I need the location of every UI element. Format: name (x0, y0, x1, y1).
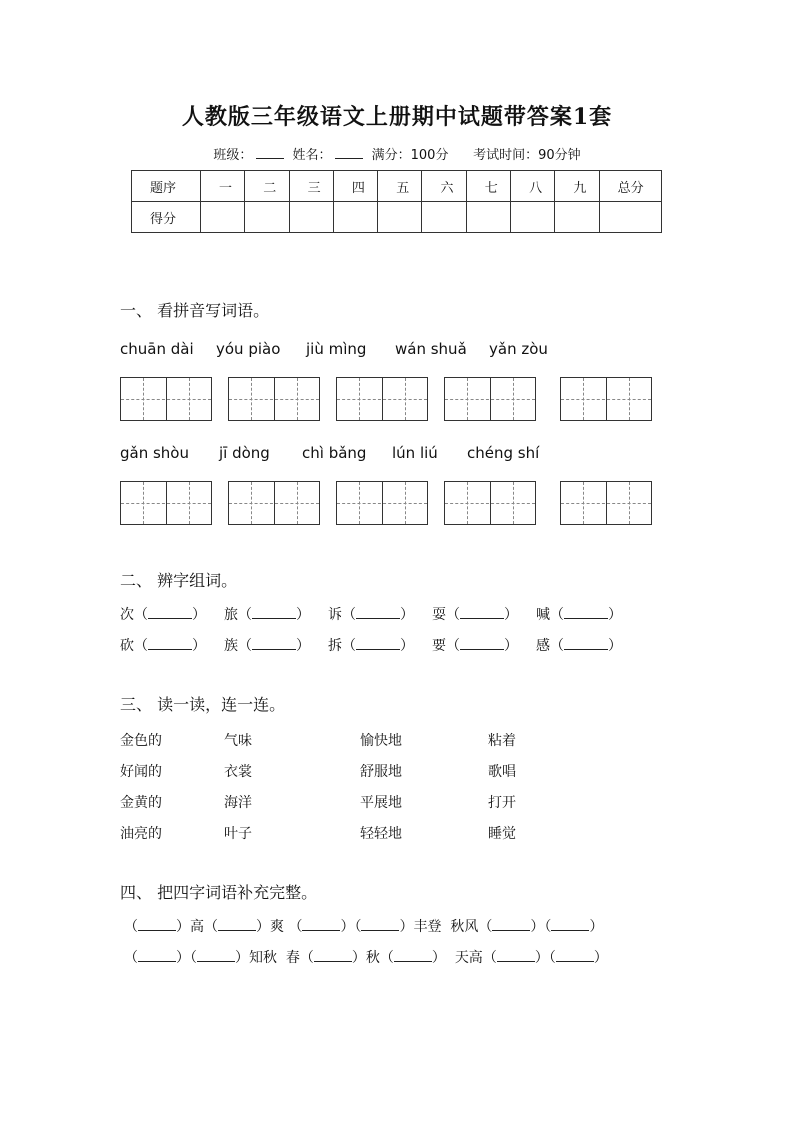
word-item: 次（ ） (120, 607, 206, 623)
match-item[interactable]: 海洋 (224, 795, 252, 811)
word-item: 感（ ） (536, 638, 622, 654)
class-label: 班级： (213, 148, 253, 163)
answer-blank[interactable] (356, 608, 400, 619)
writing-grid[interactable] (560, 377, 652, 421)
score-header-cell: 一 (201, 171, 245, 202)
score-header-cell: 九 (555, 171, 599, 202)
pinyin-item: wán shuǎ (395, 340, 467, 358)
match-item[interactable]: 金色的 (120, 733, 162, 749)
writing-grid[interactable] (228, 481, 320, 525)
score-table (131, 170, 662, 233)
answer-blank[interactable] (497, 951, 535, 962)
word-item: 砍（ ） (120, 638, 206, 654)
score-header-cell: 六 (422, 171, 466, 202)
match-item[interactable]: 愉快地 (360, 733, 402, 749)
score-cell[interactable] (466, 202, 510, 233)
answer-blank[interactable] (394, 951, 432, 962)
score-header-cell: 四 (333, 171, 377, 202)
section1-heading: 一、 看拼音写词语。 (120, 301, 270, 320)
section4-heading: 四、 把四字词语补充完整。 (120, 883, 318, 902)
score-header-cell: 二 (245, 171, 289, 202)
writing-grid[interactable] (120, 377, 212, 421)
answer-blank[interactable] (356, 639, 400, 650)
match-item[interactable]: 气味 (224, 733, 252, 749)
match-item[interactable]: 粘着 (488, 733, 516, 749)
page-title: 人教版三年级语文上册期中试题带答案1套 (181, 104, 613, 130)
name-label: 姓名： (292, 148, 332, 163)
score-header-cell: 题序 (132, 171, 201, 202)
writing-grid[interactable] (444, 377, 536, 421)
answer-blank[interactable] (218, 920, 256, 931)
score-table-header-row (132, 171, 662, 202)
answer-blank[interactable] (460, 639, 504, 650)
section2-heading: 二、 辨字组词。 (120, 571, 238, 590)
match-item[interactable]: 衣裳 (224, 764, 252, 780)
score-header-cell: 总分 (599, 171, 661, 202)
score-cell[interactable] (555, 202, 599, 233)
writing-grid[interactable] (560, 481, 652, 525)
exam-info (0, 144, 794, 163)
score-header-cell: 七 (466, 171, 510, 202)
match-item[interactable]: 歌唱 (488, 764, 516, 780)
word-item: 诉（ ） (328, 607, 414, 623)
exam-time: 考试时间：90分钟 (473, 148, 581, 163)
score-cell[interactable] (201, 202, 245, 233)
score-header-cell: 三 (289, 171, 333, 202)
answer-blank[interactable] (252, 639, 296, 650)
idiom-row: （ ）高（ ）爽 （ ）（ ）丰登 秋风（ ）（ ） (124, 919, 604, 935)
answer-blank[interactable] (197, 951, 235, 962)
pinyin-item: chì bǎng (302, 444, 367, 462)
match-item[interactable]: 舒服地 (360, 764, 402, 780)
score-cell[interactable] (333, 202, 377, 233)
name-blank[interactable] (335, 146, 363, 159)
class-blank[interactable] (256, 146, 284, 159)
pinyin-item: gǎn shòu (120, 444, 189, 462)
score-cell[interactable] (599, 202, 661, 233)
score-cell[interactable] (422, 202, 466, 233)
match-item[interactable]: 打开 (488, 795, 516, 811)
pinyin-item: yǎn zòu (489, 340, 548, 358)
writing-grid[interactable] (336, 377, 428, 421)
score-cell[interactable] (378, 202, 422, 233)
answer-blank[interactable] (148, 608, 192, 619)
pinyin-item: chéng shí (467, 444, 540, 462)
answer-blank[interactable] (314, 951, 352, 962)
pinyin-item: jiù mìng (306, 340, 367, 358)
match-item[interactable]: 轻轻地 (360, 826, 402, 842)
pinyin-item: jī dòng (219, 444, 270, 462)
writing-grid[interactable] (336, 481, 428, 525)
score-cell[interactable] (511, 202, 555, 233)
match-item[interactable]: 金黄的 (120, 795, 162, 811)
answer-blank[interactable] (556, 951, 594, 962)
score-cell[interactable] (245, 202, 289, 233)
word-item: 耍（ ） (432, 607, 518, 623)
answer-blank[interactable] (138, 951, 176, 962)
answer-blank[interactable] (492, 920, 530, 931)
score-cell[interactable] (289, 202, 333, 233)
match-item[interactable]: 睡觉 (488, 826, 516, 842)
answer-blank[interactable] (302, 920, 340, 931)
pinyin-item: lún liú (392, 444, 438, 462)
word-item: 族（ ） (224, 638, 310, 654)
match-item[interactable]: 平展地 (360, 795, 402, 811)
word-item: 喊（ ） (536, 607, 622, 623)
answer-blank[interactable] (564, 608, 608, 619)
answer-blank[interactable] (361, 920, 399, 931)
pinyin-item: chuān dài (120, 340, 194, 358)
score-header-cell: 八 (511, 171, 555, 202)
pinyin-item: yóu piào (216, 340, 281, 358)
word-item: 旅（ ） (224, 607, 310, 623)
section3-heading: 三、 读一读，连一连。 (120, 695, 286, 714)
answer-blank[interactable] (564, 639, 608, 650)
answer-blank[interactable] (148, 639, 192, 650)
answer-blank[interactable] (551, 920, 589, 931)
answer-blank[interactable] (252, 608, 296, 619)
score-table-score-row (132, 202, 662, 233)
word-item: 拆（ ） (328, 638, 414, 654)
writing-grid[interactable] (228, 377, 320, 421)
writing-grid[interactable] (444, 481, 536, 525)
idiom-row: （ ）（ ）知秋 春（ ）秋（ ） 天高（ ）（ ） (124, 950, 608, 966)
score-row-label: 得分 (132, 202, 201, 233)
match-item[interactable]: 叶子 (224, 826, 252, 842)
word-item: 要（ ） (432, 638, 518, 654)
full-score: 满分：100分 (371, 148, 449, 163)
answer-blank[interactable] (138, 920, 176, 931)
score-header-cell: 五 (378, 171, 422, 202)
writing-grid[interactable] (120, 481, 212, 525)
match-item[interactable]: 好闻的 (120, 764, 162, 780)
answer-blank[interactable] (460, 608, 504, 619)
match-item[interactable]: 油亮的 (120, 826, 162, 842)
